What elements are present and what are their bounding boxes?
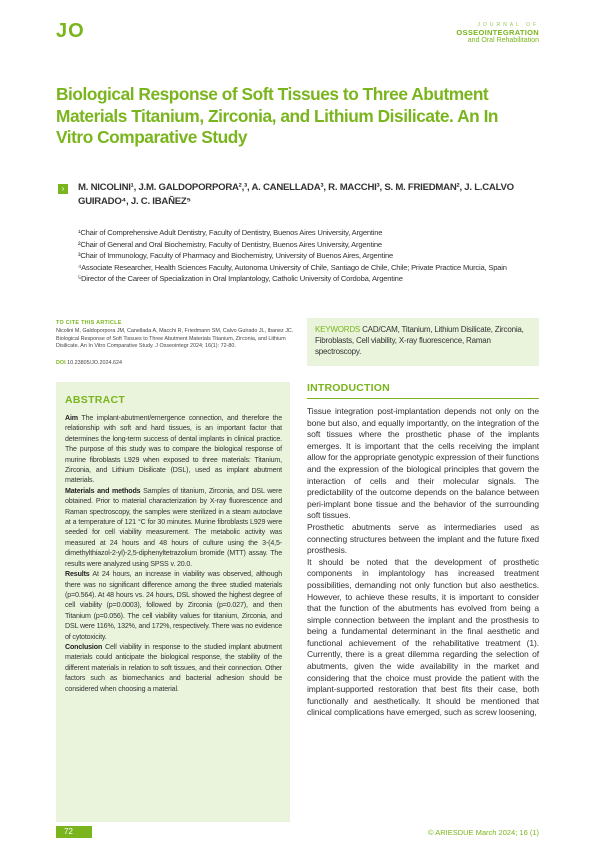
affiliation-item: ⁴Associate Researcher, Health Sciences Faculty, Autonoma University of Chile, Santiago de Chile, Chile; Private Practice Murcia, Spain — [78, 262, 507, 272]
conclusion-text: Cell viability in response to the studied implant abutment materials could anticipate the biological response, the stability of the different materials in relation to soft tissues, and their connection. Other factors such as biomechanics and bacterial adhesion should be considered when choosing a material. — [65, 642, 282, 693]
introduction-body — [307, 406, 539, 719]
doi-label: DOI — [56, 360, 66, 366]
methods-text: Samples of titanium, Zirconia, and DSL were obtained. Prior to material characterization by X-ray fluorescence and Raman spectroscopy, the samples were sterilized in a steam autoclave at a temperature of 121 °C for 30 minutes. Murine fibroblasts L929 were seeded for cell viability measurement. The metabolic activity was measured at 24 hours and 48 hours of culture using the 3-(4,5-dimethylthiazol-2-yl)-2,5-diphenyltetrazolium bromide (MTT) assay. The results were analyzed using SPSS v. 20.0. — [65, 486, 282, 568]
copyright-line: © ARIESDUE March 2024; 16 (1) — [428, 828, 539, 837]
journal-name: OSSEOINTEGRATION — [456, 28, 539, 37]
journal-name-block — [456, 22, 539, 44]
article-title: Biological Response of Soft Tissues to Three Abutment Materials Titanium, Zirconia, and Lithium Disilicate. An In Vitro Comparative Study — [56, 84, 499, 147]
journal-subtitle: and Oral Rehabilitation — [467, 37, 539, 44]
abstract-methods — [65, 486, 282, 569]
affiliation-item: ⁵Director of the Career of Specialization in Oral Implantology, Catholic University of Cordoba, Argentine — [78, 274, 403, 283]
page-number: 72 — [56, 826, 92, 838]
chevron-right-icon: › — [58, 184, 68, 194]
results-label: Results — [65, 570, 90, 579]
doi-link[interactable]: 10.23805/JO.2024.624 — [67, 360, 122, 366]
cite-text: Nicolini M, Galdoporpora JM, Canellada A, Macchi R, Friedmann SM, Calvo Guirado JL, Ibanez JC. Biological Response of Soft Tissues to Three Abutment Materials Titanium, Zirconia, and Lithium Disilicate. An In Vitro Comparative Study. J Osseointegr 2024; 16(1): 72-80. — [56, 328, 294, 350]
author-list: M. NICOLINI¹, J.M. GALDOPORPORA²,³, A. CANELLADA³, R. MACCHI³, S. M. FRIEDMAN², J. L.CALVO GUIRADO⁴, J. C. IBAÑEZ⁵ — [78, 182, 514, 207]
results-text: At 24 hours, an increase in viability was observed, although there was no significant difference among the three studied materials (p=0.564). At 48 hours vs. 24 hours, DSL showed the highest degree of cell viability (p=0.0003), followed by Zirconia (p=0.027), and then Titanium (p=0.056). The cell viability values for titanium, Zirconia, and DSL were 116%, 132%, and 172%, respectively. There was no evidence of cytotoxicity. — [65, 570, 282, 641]
cite-heading: TO CITE THIS ARTICLE — [56, 320, 122, 326]
affiliation-item: ³Chair of Immunology, Faculty of Pharmacy and Biochemistry, University of Buenos Aires, Argentine — [78, 251, 394, 260]
affiliation-item: ¹Chair of Comprehensive Adult Dentistry, Faculty of Dentistry, Buenos Aires University, Argentine — [78, 228, 383, 237]
abstract-aim — [65, 413, 282, 486]
conclusion-label: Conclusion — [65, 642, 103, 651]
abstract-heading: ABSTRACT — [65, 394, 126, 406]
aim-text: The implant-abutment/emergence connection, and therefore the relationship with soft and hard tissues, is an important factor that determines the long-term success of dental implants in clinical practice. The purpose of this study was to compare the biological response of murine fibroblasts L929 when exposed to three materials: Titanium, Zirconia, and Lithium Disilicate (DSL), used as implant abutment materials. — [65, 414, 282, 485]
doi-line — [56, 360, 122, 366]
intro-paragraph: Prosthetic abutments serve as intermediaries used as connecting structures between the implant and the future fixed prosthesis. — [307, 521, 539, 556]
affiliation-list — [78, 227, 548, 285]
keywords-label: KEYWORDS — [315, 325, 361, 334]
abstract-conclusion — [65, 642, 282, 694]
introduction-heading: INTRODUCTION — [307, 382, 539, 399]
affiliation-item: ²Chair of General and Oral Biochemistry, Faculty of Dentistry, Buenos Aires University, Argentine — [78, 239, 382, 249]
journal-top-label: JOURNAL OF — [477, 22, 539, 28]
journal-logo: JO — [56, 20, 85, 42]
abstract-panel — [56, 382, 290, 822]
keywords-box — [307, 318, 539, 366]
intro-paragraph: Tissue integration post-implantation depends not only on the bone but also, and equally importantly, on the integration of the soft tissues where the prosthetic phase of the implants emerges. It is important that the cells receiving the implant allow for the appropriate genotypic expression of their functions and the expression of the biological principles that govern the interaction of cells and their molecular signals. The predictability of the outcome depends on the balance between peri-implant bone tissue and the behavior of the surrounding soft tissues. — [307, 406, 539, 521]
aim-label: Aim — [65, 414, 78, 422]
keywords-text: CAD/CAM, Titanium, Lithium Disilicate, Zirconia, Fibroblasts, Cell viability, X-ray fluorescence, Raman spectroscopy. — [315, 325, 524, 356]
intro-paragraph: It should be noted that the development of prosthetic components in implantology has increased treatment possibilities, demanding not only function but also aesthetics. However, to achieve these results, it is important to consider that the function of the abutments has evolved from being a simple connection between the implant and the prosthesis to being a fundamental determinant in the final aesthetic and functional achievement of the rehabilitative treatment (1). Currently, there is a great dilemma regarding the selection of abutments, given the wide availability in the market and considering that the choice must provide the patient with the implant-supported restoration that best fits their case, both functionally and aesthetically. It should be mentioned that clinical complications have emerged, such as screw loosening, — [307, 556, 539, 718]
methods-label: Materials and methods — [65, 486, 141, 495]
abstract-results — [65, 569, 282, 642]
